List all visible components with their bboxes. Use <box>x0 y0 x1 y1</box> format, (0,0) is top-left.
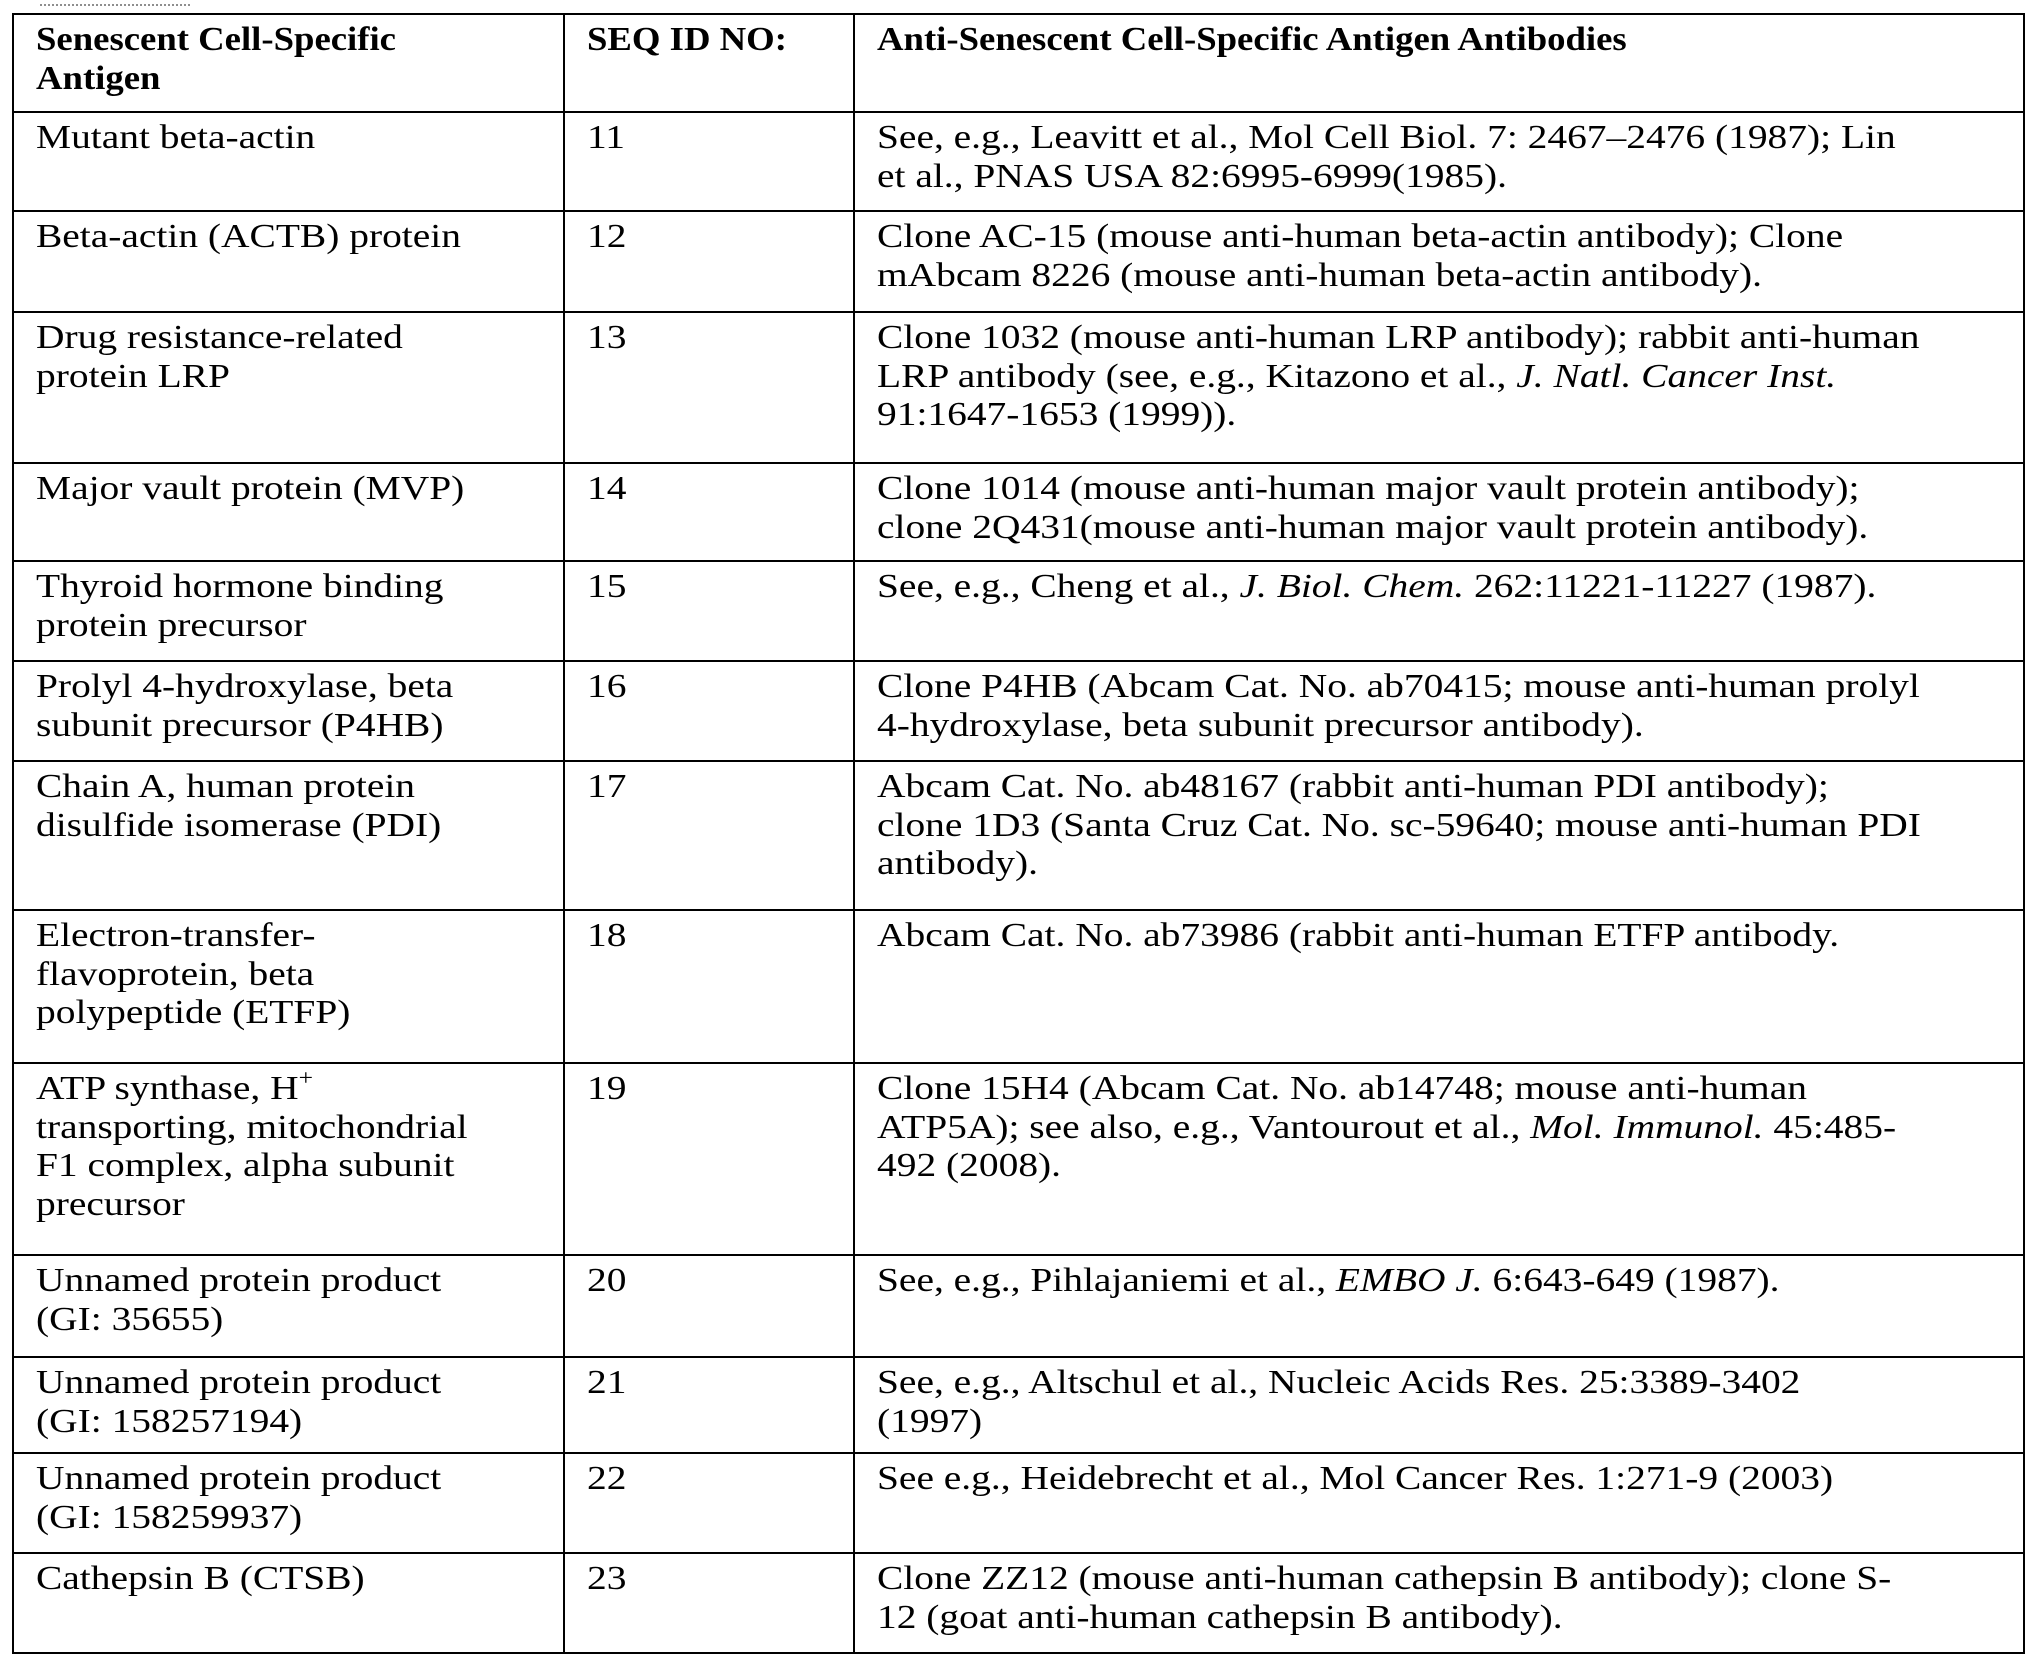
text-line <box>36 119 629 158</box>
table-row <box>13 312 2024 463</box>
cell-antibodies <box>854 1357 2024 1453</box>
cell-antibodies <box>854 211 2024 312</box>
cell-antigen <box>13 1357 564 1453</box>
text-line <box>877 1599 2037 1638</box>
cell-antigen <box>13 910 564 1063</box>
cell-antigen <box>13 1453 564 1553</box>
text-segment: Clone AC-15 (mouse anti-human beta-actin antibody); Clone <box>877 218 1844 255</box>
text-line <box>877 509 2037 548</box>
cell-antibodies <box>854 761 2024 910</box>
text-segment: Chain A, human protein <box>36 768 416 805</box>
text-segment: Cathepsin B (CTSB) <box>36 1560 365 1597</box>
text-segment: 12 <box>587 218 627 255</box>
table-row <box>13 761 2024 910</box>
text-segment: ATP5A); see also, e.g., Vantourout et al., <box>877 1108 1531 1146</box>
italic-citation: EMBO J. <box>1335 1262 1483 1299</box>
text-line <box>36 1364 629 1403</box>
text-line <box>877 319 2037 358</box>
cell-antibodies <box>854 910 2024 1063</box>
text-line <box>877 1109 2037 1148</box>
cell-seq-id <box>564 112 854 211</box>
text-segment: Unnamed protein product <box>36 1364 442 1401</box>
text-line <box>877 1070 2037 1109</box>
text-line <box>36 319 629 358</box>
text-segment: protein precursor <box>36 606 307 644</box>
text-line <box>36 768 629 807</box>
text-segment: protein LRP <box>36 357 230 395</box>
text-line <box>36 807 629 846</box>
text-line <box>36 607 629 646</box>
text-line <box>36 668 629 707</box>
text-segment: Abcam Cat. No. ab73986 (rabbit anti-human ETFP antibody. <box>877 917 1840 954</box>
text-segment: 262:11221-11227 (1987). <box>1464 568 1877 605</box>
table-body <box>13 112 2024 1653</box>
text-segment: Beta-actin (ACTB) protein <box>36 218 461 255</box>
text-line <box>36 956 629 995</box>
text-line <box>587 1460 877 1499</box>
text-line <box>877 257 2037 296</box>
text-line <box>587 319 877 358</box>
text-segment: (1997) <box>877 1402 983 1440</box>
text-line <box>877 568 2037 607</box>
text-segment: 45:485- <box>1763 1108 1897 1146</box>
table-row <box>13 661 2024 761</box>
cell-antigen <box>13 463 564 561</box>
cell-antibodies <box>854 312 2024 463</box>
text-segment: 13 <box>587 319 627 356</box>
text-line <box>877 807 2037 846</box>
text-segment: 15 <box>587 568 627 605</box>
text-line <box>36 60 588 99</box>
text-line <box>36 1301 629 1340</box>
text-segment: (GI: 158259937) <box>36 1498 303 1536</box>
text-segment: LRP antibody (see, e.g., Kitazono et al., <box>877 357 1517 395</box>
text-segment: Major vault protein (MVP) <box>36 470 465 507</box>
cell-seq-id <box>564 211 854 312</box>
header-seq-id <box>564 14 854 112</box>
text-line <box>877 845 2037 884</box>
text-line <box>587 470 877 509</box>
text-line <box>587 1560 877 1599</box>
text-segment: Drug resistance-related <box>36 319 403 356</box>
table-row <box>13 1553 2024 1653</box>
text-line <box>877 119 2037 158</box>
text-segment: 4-hydroxylase, beta subunit precursor antibody). <box>877 706 1644 744</box>
text-line <box>36 358 629 397</box>
text-line <box>36 1560 629 1599</box>
text-line <box>587 568 877 607</box>
text-segment: 19 <box>587 1070 627 1107</box>
text-line <box>877 768 2037 807</box>
italic-citation: Mol. Immunol. <box>1530 1108 1764 1146</box>
text-line <box>877 1560 2037 1599</box>
text-line <box>877 1262 2037 1301</box>
table-row <box>13 561 2024 661</box>
text-segment: Clone ZZ12 (mouse anti-human cathepsin B antibody); clone S- <box>877 1560 1892 1597</box>
text-line <box>587 1262 877 1301</box>
table-row <box>13 463 2024 561</box>
text-line <box>36 1147 629 1186</box>
text-segment: Prolyl 4-hydroxylase, beta <box>36 668 454 705</box>
text-line <box>587 218 877 257</box>
table-row <box>13 211 2024 312</box>
text-line <box>587 917 877 956</box>
text-segment: Clone P4HB (Abcam Cat. No. ab70415; mouse anti-human prolyl <box>877 668 1920 705</box>
text-segment: SEQ ID NO: <box>587 21 787 58</box>
text-segment: clone 2Q431(mouse anti-human major vault protein antibody). <box>877 508 1869 546</box>
text-line <box>587 1070 877 1109</box>
table-row <box>13 112 2024 211</box>
cell-antibodies <box>854 1063 2024 1255</box>
text-line <box>877 158 2037 197</box>
text-segment: 18 <box>587 917 627 954</box>
text-line <box>36 1109 629 1148</box>
text-segment: ATP synthase, H <box>36 1070 299 1107</box>
text-segment: Clone 15H4 (Abcam Cat. No. ab14748; mouse anti-human <box>877 1070 1807 1107</box>
text-segment: (GI: 158257194) <box>36 1402 303 1440</box>
text-segment: See e.g., Heidebrecht et al., Mol Cancer Res. 1:271-9 (2003) <box>877 1460 1834 1497</box>
text-line <box>877 1147 2037 1186</box>
text-segment: Mutant beta-actin <box>36 119 316 156</box>
text-segment: Anti-Senescent Cell-Specific Antigen Antibodies <box>877 21 1627 58</box>
text-segment: 14 <box>587 470 627 507</box>
text-line <box>877 707 2037 746</box>
text-line <box>36 470 629 509</box>
text-segment: See, e.g., Leavitt et al., Mol Cell Biol. 7: 2467–2476 (1987); Lin <box>877 119 1896 156</box>
text-segment: 91:1647-1653 (1999)). <box>877 396 1237 433</box>
cell-antigen <box>13 1255 564 1357</box>
text-line <box>587 21 857 60</box>
text-line <box>36 994 629 1033</box>
text-segment: Abcam Cat. No. ab48167 (rabbit anti-human PDI antibody); <box>877 768 1829 805</box>
cell-antigen <box>13 211 564 312</box>
italic-citation: J. Natl. Cancer Inst. <box>1516 357 1837 395</box>
text-line <box>36 917 629 956</box>
cell-antigen <box>13 112 564 211</box>
cell-antigen <box>13 1553 564 1653</box>
text-line <box>36 1403 629 1442</box>
text-line <box>877 21 2037 60</box>
text-segment: See, e.g., Cheng et al., <box>877 568 1240 605</box>
text-line <box>587 119 877 158</box>
text-segment: 6:643-649 (1987). <box>1482 1262 1780 1299</box>
text-segment: flavoprotein, beta <box>36 955 315 993</box>
table-header-row <box>13 14 2024 112</box>
text-segment: et al., PNAS USA 82:6995-6999(1985). <box>877 157 1507 195</box>
table-row <box>13 910 2024 1063</box>
table-row <box>13 1255 2024 1357</box>
text-line <box>587 1364 877 1403</box>
text-segment: 12 (goat anti-human cathepsin B antibody). <box>877 1598 1563 1636</box>
cell-antigen <box>13 561 564 661</box>
text-segment: polypeptide (ETFP) <box>36 994 351 1031</box>
cell-antibodies <box>854 112 2024 211</box>
text-line <box>877 218 2037 257</box>
text-segment: antibody). <box>877 845 1039 882</box>
text-segment: 492 (2008). <box>877 1147 1062 1184</box>
text-segment: Senescent Cell-Specific <box>36 21 396 58</box>
antigen-antibody-table <box>12 13 2025 1654</box>
cell-antigen <box>13 312 564 463</box>
cell-antibodies <box>854 463 2024 561</box>
text-segment: Antigen <box>36 59 161 97</box>
text-segment: clone 1D3 (Santa Cruz Cat. No. sc-59640; mouse anti-human PDI <box>877 806 1921 844</box>
text-line <box>877 668 2037 707</box>
cell-antigen <box>13 661 564 761</box>
text-segment: Clone 1014 (mouse anti-human major vault protein antibody); <box>877 470 1860 507</box>
cell-antibodies <box>854 561 2024 661</box>
text-line <box>36 21 588 60</box>
text-line <box>36 707 629 746</box>
italic-citation: J. Biol. Chem. <box>1239 568 1465 605</box>
text-segment: 23 <box>587 1560 627 1597</box>
table-row <box>13 1063 2024 1255</box>
text-segment: 21 <box>587 1364 627 1401</box>
superscript: + <box>298 1064 313 1090</box>
cell-antibodies <box>854 661 2024 761</box>
text-line <box>587 768 877 807</box>
text-line <box>36 568 629 607</box>
text-segment: Unnamed protein product <box>36 1460 442 1497</box>
text-line <box>36 218 629 257</box>
cell-seq-id <box>564 1553 854 1653</box>
text-segment: See, e.g., Altschul et al., Nucleic Acids Res. 25:3389-3402 <box>877 1364 1801 1401</box>
text-segment: 11 <box>587 119 625 156</box>
text-line <box>877 470 2037 509</box>
text-segment: (GI: 35655) <box>36 1300 224 1338</box>
table-row <box>13 1453 2024 1553</box>
cell-antibodies <box>854 1255 2024 1357</box>
text-segment: mAbcam 8226 (mouse anti-human beta-actin antibody). <box>877 256 1762 294</box>
text-line <box>877 917 2037 956</box>
text-segment: 20 <box>587 1262 627 1299</box>
cell-seq-id <box>564 463 854 561</box>
header-antibodies <box>854 14 2024 112</box>
cell-antigen <box>13 1063 564 1255</box>
text-line <box>877 1364 2037 1403</box>
text-segment: transporting, mitochondrial <box>36 1108 468 1146</box>
text-segment: 16 <box>587 668 627 705</box>
cropped-caption-fragment <box>40 0 190 6</box>
text-segment: Thyroid hormone binding <box>36 568 444 605</box>
text-segment: F1 complex, alpha subunit <box>36 1147 455 1184</box>
cell-antibodies <box>854 1453 2024 1553</box>
text-line <box>877 1460 2037 1499</box>
cell-antigen <box>13 761 564 910</box>
text-line <box>877 358 2037 397</box>
text-line <box>877 1403 2037 1442</box>
text-segment: See, e.g., Pihlajaniemi et al., <box>877 1262 1336 1299</box>
text-line <box>36 1064 629 1109</box>
text-segment: Clone 1032 (mouse anti-human LRP antibody); rabbit anti-human <box>877 319 1920 356</box>
text-line <box>587 668 877 707</box>
text-line <box>36 1186 629 1225</box>
text-segment: 22 <box>587 1460 627 1497</box>
text-line <box>36 1262 629 1301</box>
text-line <box>36 1499 629 1538</box>
text-segment: 17 <box>587 768 627 805</box>
text-segment: Electron-transfer- <box>36 917 316 954</box>
text-line <box>877 396 2037 435</box>
table-row <box>13 1357 2024 1453</box>
text-line <box>36 1460 629 1499</box>
text-segment: precursor <box>36 1185 185 1223</box>
text-segment: Unnamed protein product <box>36 1262 442 1299</box>
text-segment: disulfide isomerase (PDI) <box>36 806 442 844</box>
cell-antibodies <box>854 1553 2024 1653</box>
text-segment: subunit precursor (P4HB) <box>36 706 444 744</box>
header-antigen <box>13 14 564 112</box>
